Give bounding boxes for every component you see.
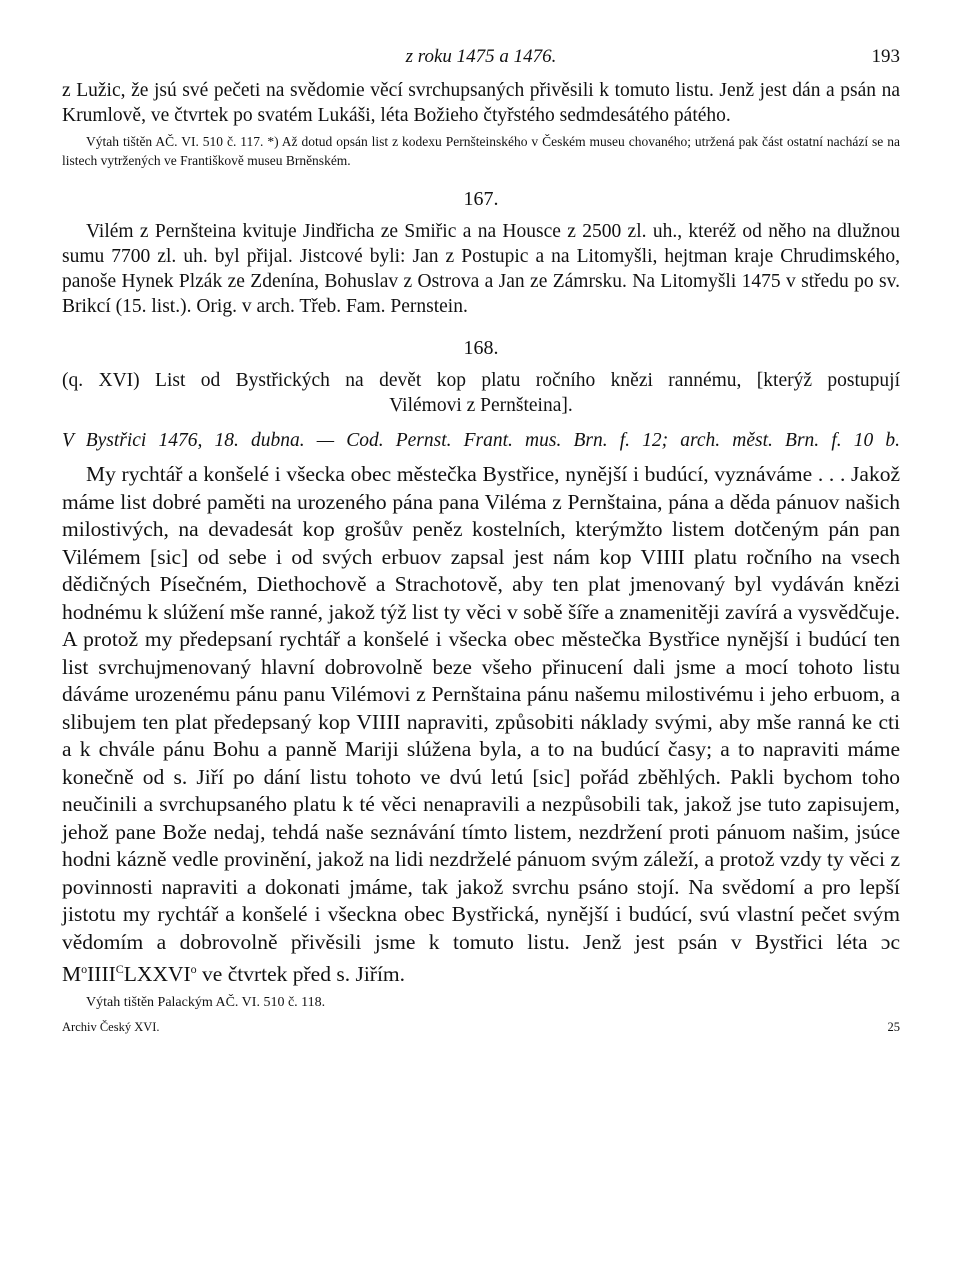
page (62, 46, 900, 1042)
previous-document-text: z Lužic, že jsú své pečeti na svědomie věcí svrchupsaných přivěsili k tomuto listu. Jenž jest dán a psán na Krumlově, ve čtvrtek po svatém Lukáši, léta Božieho čtyřstého sedmdesátého pátého. (62, 80, 900, 126)
document-168-text-roman-1: IIII (87, 962, 116, 987)
footer-signature: Archiv Český XVI. (62, 1019, 160, 1034)
document-168-text-end: ve čtvrtek před s. Jiřím. (196, 962, 406, 987)
document-168-title (62, 368, 900, 418)
footer-sheet-number: 25 (887, 1019, 900, 1034)
document-168-text-main: My rychtář a konšelé i všecka obec městečka Bystřice, nynější i budúcí, vyznáváme . . . Jakož máme list dobré paměti na urozeného pána pana Viléma z Pernštaina, pána a děda pánuov našich milostivých, na devadesát kop grošův peněz kostelních, kterýmžto listem dotčeným pán pan Vilémem [sic] od sebe i od svých erbuov zapsal jest nám kop VIIII platu ročního na vsech dědičných Písečném, Diethochově a Strachotově, aby ten plat jmenovaný byl vydáván knězi hodnému k slúžení mše ranné, jakož týž list ty věci v sobě šíře a znamenitěji zavírá a vysvědčuje. A protož my předepsaní rychtář a konšelé i všecka obec městečka Bystřice nynější i budúcí ten list svrchujmenovaný hlavní dobrovolně beze všeho přinucení dali jsme a mocí tohoto listu dáváme urozenému pánu panu Vilémovi z Pernštaina pánu našemu milostivému i jeho erbuom, a slibujem ten plat předepsaný kop VIIII napraviti, způsobiti náklady svými, aby mše ranná ke cti a k chvále pánu Bohu a panně Mariji slúžena byla, a to na budúcí časy; a to napraviti máme konečně od s. Jiří po dání listu tohoto ve dvú letú [sic] pořád zběhlých. Pakli bychom toho neučinili a svrchupsaného platu k té věci nenapravili a nezpůsobili tak, jakož jse tuto zapisujem, jehož pane Bože nedaj, tehdá naše seznávání tímto listem, nezdržení proti pánuom našim, jsúce hodni kázně vedle provinění, jakož na lidi nezdrželé pánuom svým záleží, a protož vzdy ty věci z povinnosti napraviti a dokonati jmáme, tak jakož svrchu psáno stojí. Na svědomí a pro lepší jistotu my rychtář a konšelé i všeckna obec Bystřická, nynější i budúcí, svú vlastní pečet svým vědomím a dobrovolně přivěsili jsme k tomuto listu. Jenž jest psán v Bystřici léta ɔc M (62, 462, 900, 987)
page-number: 193 (871, 46, 900, 67)
running-header (62, 46, 900, 74)
previous-document-note: Výtah tištěn AČ. VI. 510 č. 117. *) Až dotud opsán list z kodexu Pernšteinského v Českém museu chovaného; utržená pak část ostatní nachází se na listech vytržených ve Františkově museu Brněnském. (62, 134, 900, 168)
superscript-c: C (115, 962, 124, 976)
document-168-text (62, 461, 900, 989)
document-168-title-line-2: Vilémovi z Pernšteina]. (389, 395, 573, 416)
document-168-text-roman-2: LXXVI (123, 962, 191, 987)
running-title: z roku 1475 a 1476. (405, 46, 557, 67)
document-167-regest: Vilém z Pernšteina kvituje Jindřicha ze Smiřic a na Housce z 2500 zl. uh., kteréž od něho na dlužnou sumu 7700 zl. uh. byl přijal. Jistcové byli: Jan z Postupic a na Litomyšli, hejtman kraje Chrudimského, panoše Hynek Plzák ze Zdenína, Bohuslav z Ostrova a Jan ze Zámrsku. Na Litomyšli 1475 v středu po sv. Brikcí (15. list.). Orig. v arch. Třeb. Fam. Pernstein. (62, 221, 900, 317)
document-168-date-source: V Bystřici 1476, 18. dubna. — Cod. Pernst. Frant. mus. Brn. f. 12; arch. měst. Brn. f. 10 b. (62, 430, 900, 451)
document-number-168: 168. (463, 337, 499, 359)
document-number-167: 167. (463, 188, 499, 210)
document-168-title-line-1: (q. XVI) List od Bystřických na devět kop platu ročního knězi rannému, [kterýž postupují (62, 370, 900, 391)
superscript-o: o (81, 962, 88, 976)
document-168-note: Výtah tištěn Palackým AČ. VI. 510 č. 118. (86, 994, 326, 1010)
page-footer (62, 1020, 900, 1042)
superscript-o-2: o (190, 962, 197, 976)
